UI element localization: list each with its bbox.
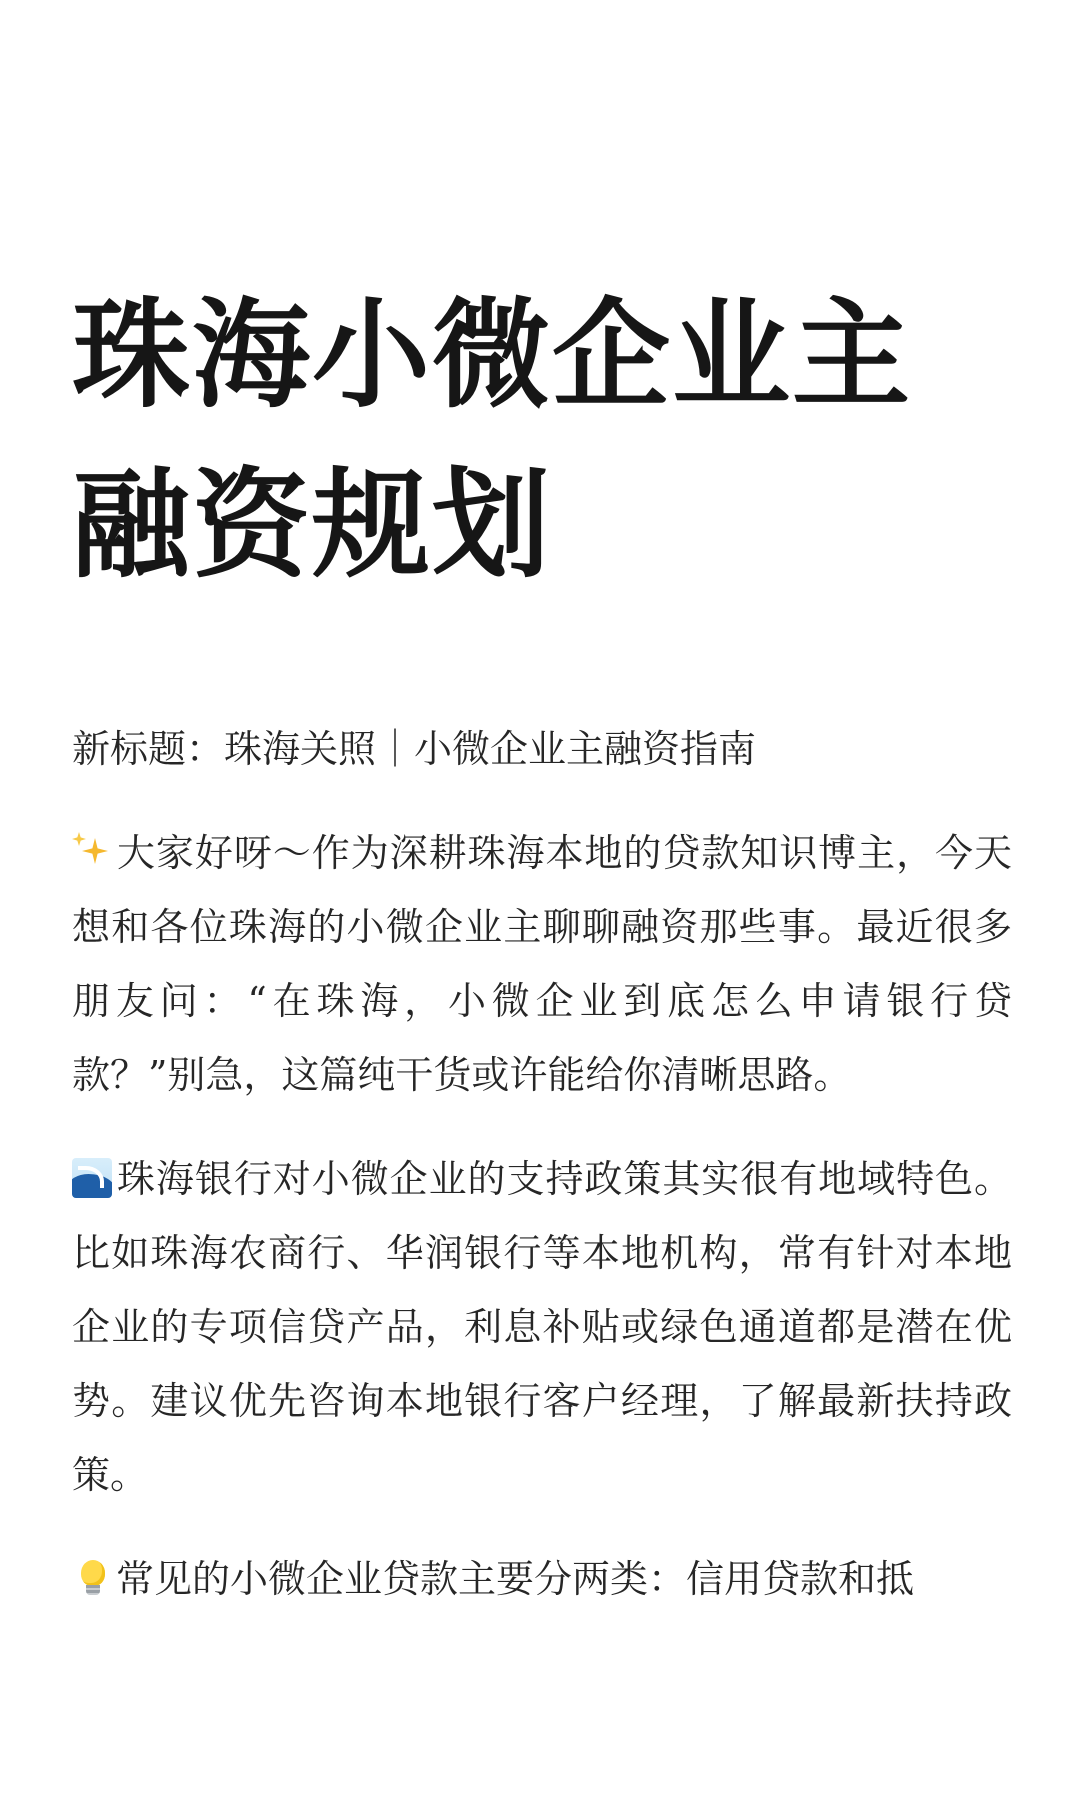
article-title	[72, 270, 1012, 610]
paragraph-intro-text: 大家好呀～作为深耕珠海本地的贷款知识博主，今天想和各位珠海的小微企业主聊聊融资那些事。最近很多朋友问：“在珠海，小微企业到底怎么申请银行贷款？”别急，这篇纯干货或许能给你清晰思路。	[72, 831, 1012, 1097]
sparkles-icon	[72, 832, 112, 872]
paragraph-loan-types	[72, 1542, 1012, 1616]
light-bulb-icon	[72, 1558, 112, 1598]
article-body	[72, 712, 1012, 1646]
paragraph-policy	[72, 1142, 1012, 1512]
paragraph-loan-types-text: 常见的小微企业贷款主要分两类：信用贷款和抵	[116, 1557, 915, 1601]
title-line-2: 融资规划	[72, 455, 553, 594]
paragraph-policy-text: 珠海银行对小微企业的支持政策其实很有地域特色。比如珠海农商行、华润银行等本地机构，常有针对本地企业的专项信贷产品，利息补贴或绿色通道都是潜在优势。建议优先咨询本地银行客户经理，了解最新扶持政策。	[72, 1157, 1012, 1497]
paragraph-intro	[72, 816, 1012, 1112]
title-line-1: 珠海小微企业主	[72, 285, 913, 424]
subtitle-line: 新标题：珠海关照｜小微企业主融资指南	[72, 727, 757, 771]
wave-icon	[72, 1158, 112, 1198]
